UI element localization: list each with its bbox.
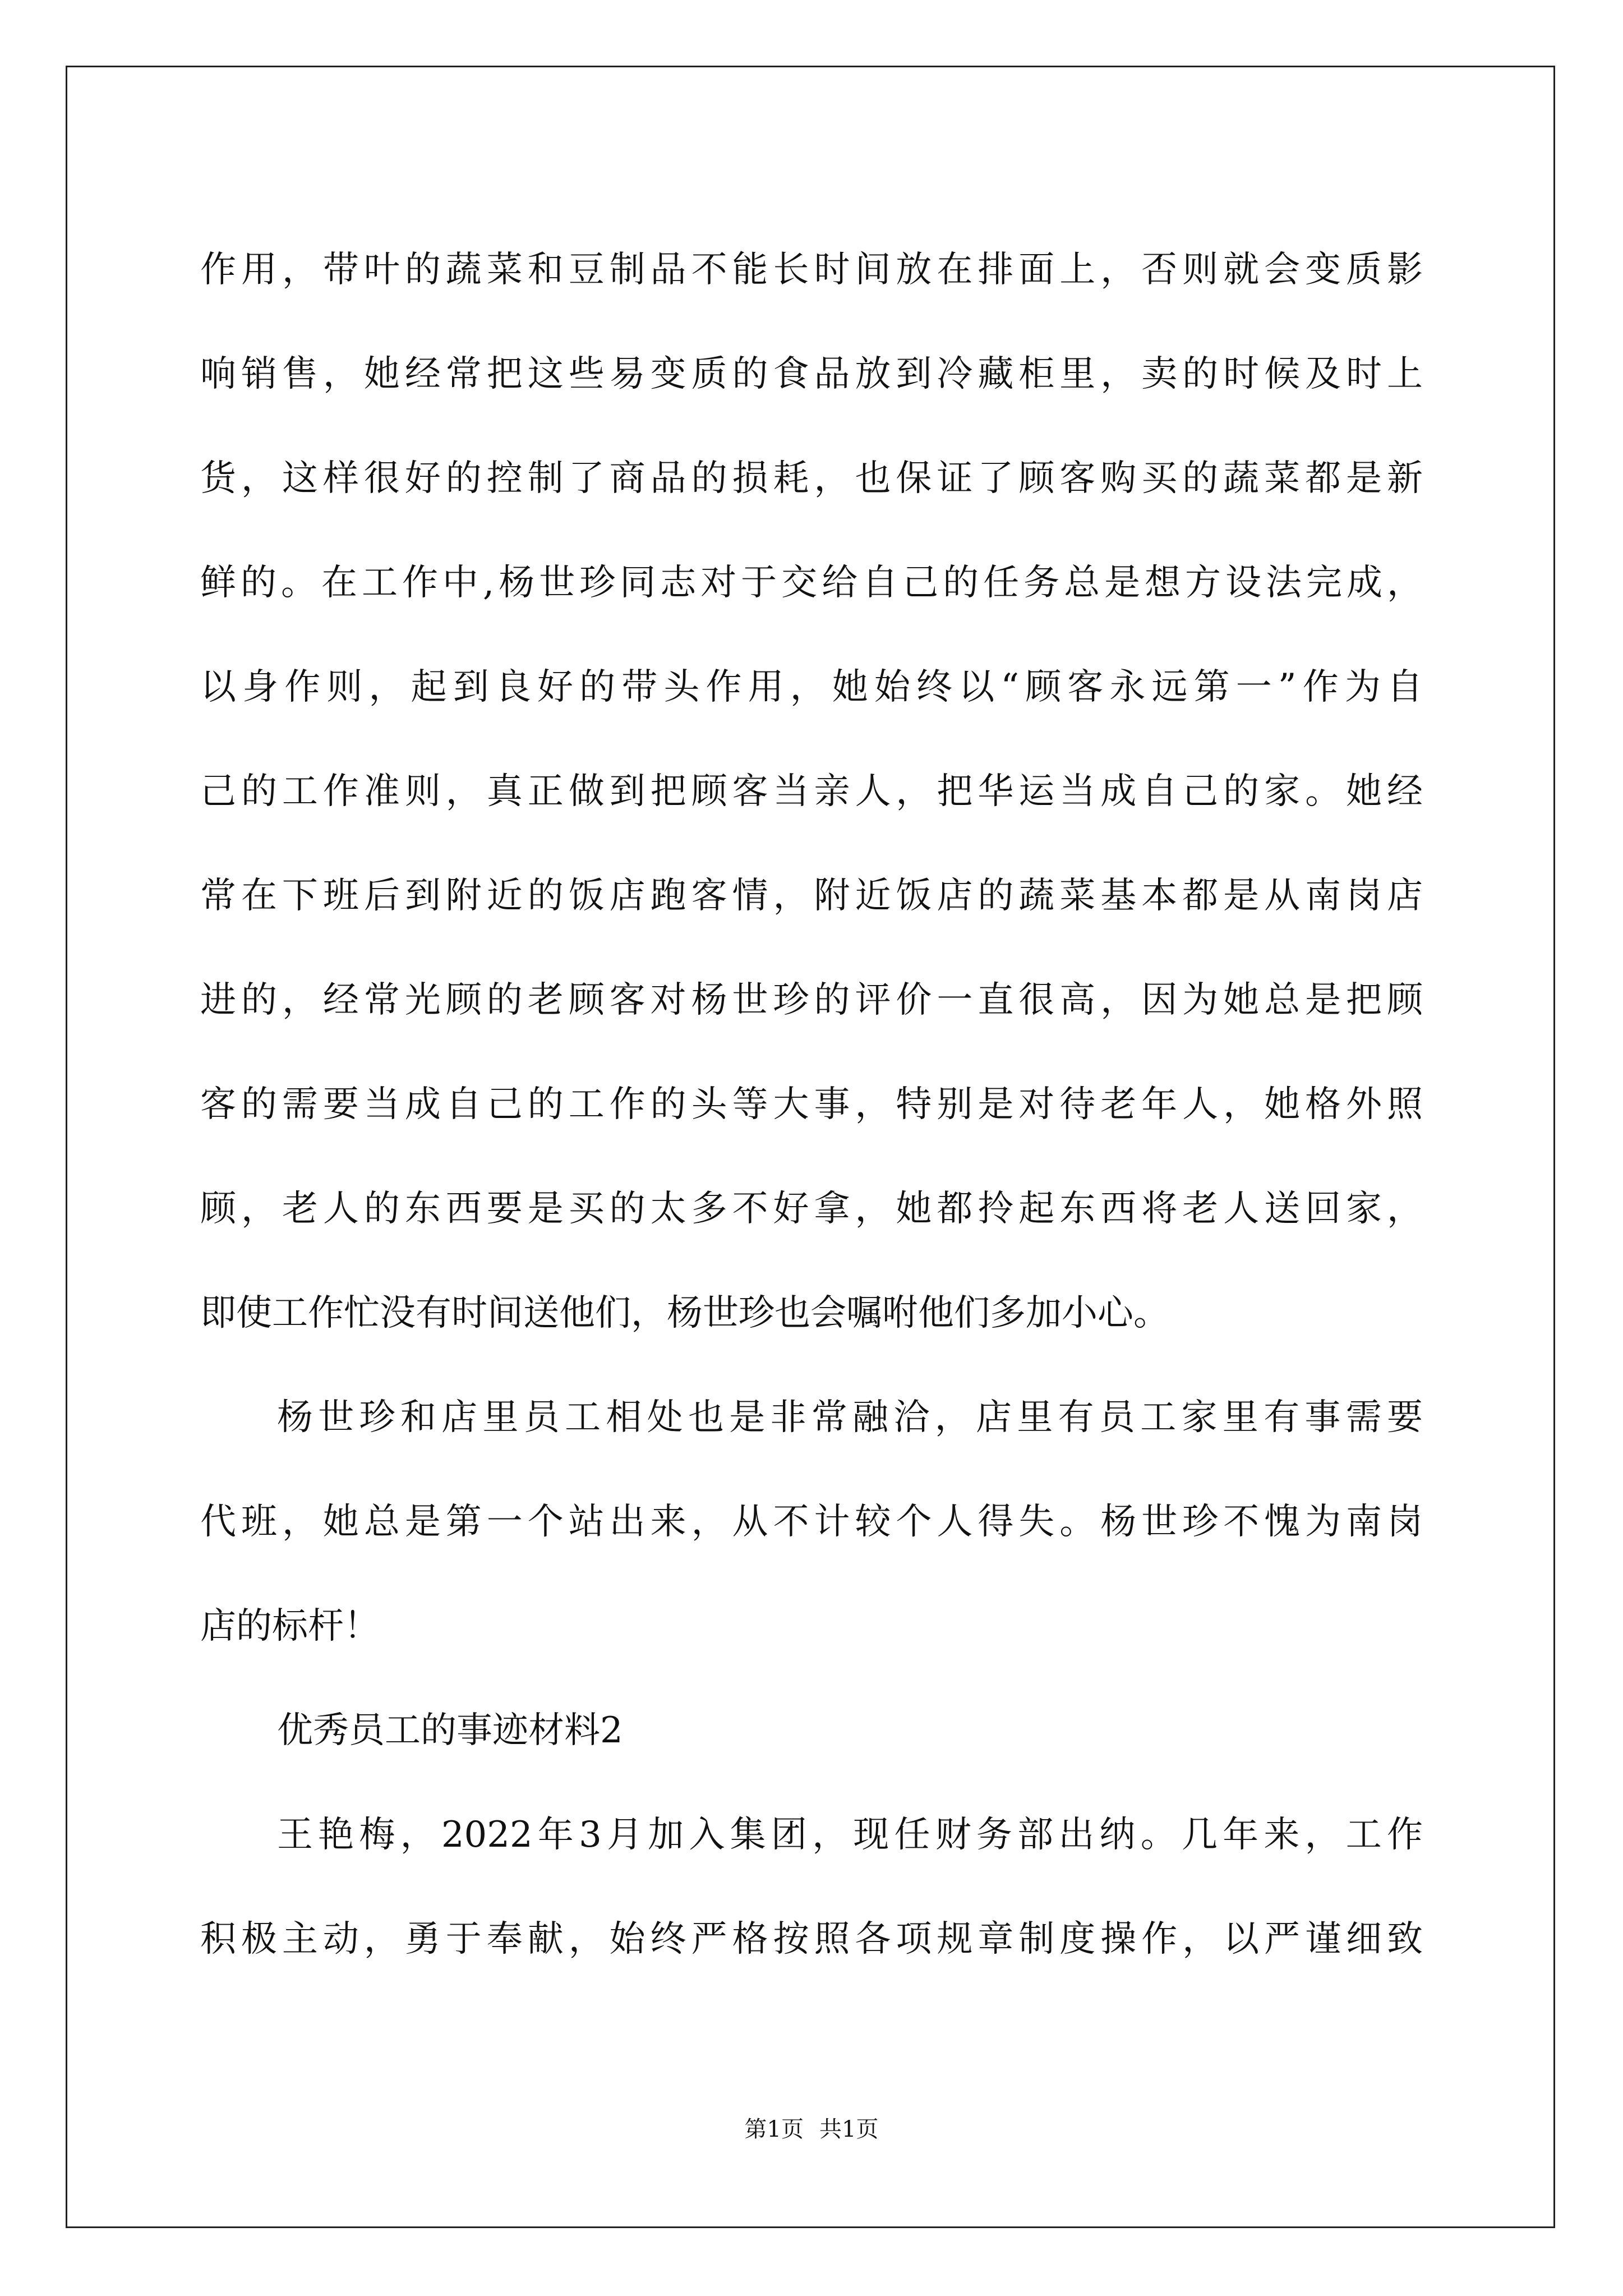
text-line: 以身作则，起到良好的带头作用，她始终以“顾客永远第一”作为自 <box>200 666 1423 708</box>
document-body <box>200 218 1423 1991</box>
text-line: 响销售，她经常把这些易变质的食品放到冷藏柜里，卖的时候及时上 <box>200 353 1423 395</box>
paragraph-first-line: 杨世珍和店里员工相处也是非常融洽，店里有员工家里有事需要 <box>277 1397 1423 1438</box>
text-line: 鲜的。在工作中,杨世珍同志对于交给自己的任务总是想方设法完成， <box>200 562 1423 604</box>
section-heading: 优秀员工的事迹材料2 <box>277 1710 623 1751</box>
text-line: 作用，带叶的蔬菜和豆制品不能长时间放在排面上，否则就会变质影 <box>200 249 1423 291</box>
text-line: 常在下班后到附近的饭店跑客情，附近饭店的蔬菜基本都是从南岗店 <box>200 875 1423 917</box>
text-line: 进的，经常光顾的老顾客对杨世珍的评价一直很高，因为她总是把顾 <box>200 979 1423 1021</box>
text-line: 即使工作忙没有时间送他们，杨世珍也会嘱咐他们多加小心。 <box>200 1292 1169 1334</box>
text-line: 店的标杆！ <box>200 1605 380 1647</box>
page-footer <box>0 2111 1623 2143</box>
text-line: 顾，老人的东西要是买的太多不好拿，她都拎起东西将老人送回家， <box>200 1188 1423 1230</box>
paragraph-first-line: 王艳梅，2022年3月加入集团，现任财务部出纳。几年来，工作 <box>277 1814 1423 1856</box>
page-number-total: 共1页 <box>819 2116 879 2142</box>
text-line: 积极主动，勇于奉献，始终严格按照各项规章制度操作，以严谨细致 <box>200 1918 1423 1960</box>
text-line: 代班，她总是第一个站出来，从不计较个人得失。杨世珍不愧为南岗 <box>200 1501 1423 1543</box>
text-line: 货，这样很好的控制了商品的损耗，也保证了顾客购买的蔬菜都是新 <box>200 458 1423 499</box>
text-line: 客的需要当成自己的工作的头等大事，特别是对待老年人，她格外照 <box>200 1084 1423 1125</box>
text-line: 己的工作准则，真正做到把顾客当亲人，把华运当成自己的家。她经 <box>200 771 1423 812</box>
page-number-current: 第1页 <box>744 2116 804 2142</box>
